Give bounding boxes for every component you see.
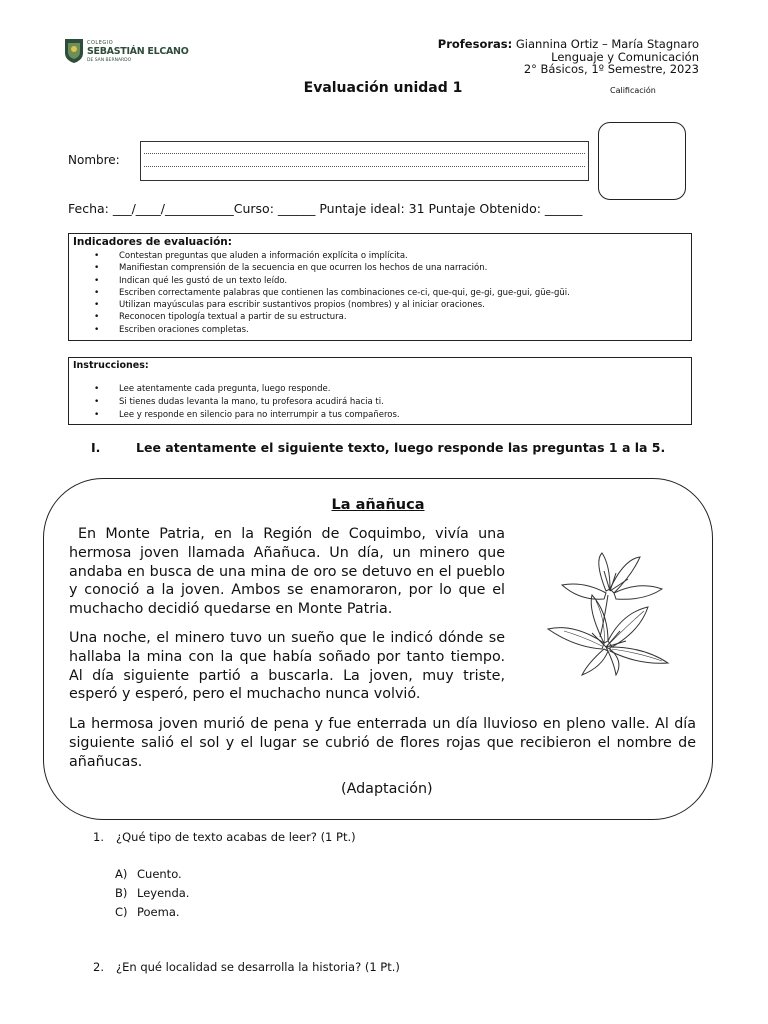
indicators-list bbox=[69, 250, 570, 336]
logo-small-text: COLEGIO bbox=[87, 40, 114, 46]
calificacion-label: Calificación bbox=[610, 86, 656, 95]
option-b[interactable] bbox=[115, 886, 189, 900]
teachers-line bbox=[279, 38, 699, 51]
instructions-title: Instrucciones: bbox=[73, 360, 149, 371]
section-text: Lee atentamente el siguiente texto, luego responde las preguntas 1 a la 5. bbox=[136, 440, 666, 455]
instructions-box bbox=[68, 357, 692, 425]
indicator-item: • Escriben correctamente palabras que contienen las combinaciones ce-ci, que-qui, ge-gi, gue-gui, güe-güi. bbox=[69, 287, 570, 299]
option-text: Leyenda. bbox=[137, 886, 190, 900]
indicator-item: • Reconocen tipología textual a partir de su estructura. bbox=[69, 311, 570, 323]
section-heading bbox=[91, 440, 665, 455]
question-number: 1. bbox=[93, 830, 104, 844]
question-number: 2. bbox=[93, 960, 104, 974]
name-field[interactable] bbox=[140, 141, 589, 181]
option-text: Poema. bbox=[137, 905, 180, 919]
info-line: Fecha: ___/____/___________Curso: ______ Puntaje ideal: 31 Puntaje Obtenido: ______ bbox=[68, 201, 583, 216]
name-writing-line bbox=[144, 166, 585, 167]
indicator-item: • Escriben oraciones completas. bbox=[69, 324, 570, 336]
indicators-title: Indicadores de evaluación: bbox=[73, 236, 232, 248]
indicators-box bbox=[68, 233, 692, 341]
option-letter: B) bbox=[115, 886, 128, 900]
indicator-item: • Utilizan mayúsculas para escribir sustantivos propios (nombres) y al iniciar oraciones. bbox=[69, 299, 570, 311]
grade-box[interactable] bbox=[598, 122, 686, 200]
teachers-block bbox=[279, 38, 699, 76]
instructions-list bbox=[69, 383, 400, 422]
instruction-item: • Si tienes dudas levanta la mano, tu profesora acudirá hacia ti. bbox=[69, 396, 400, 409]
question-text: ¿En qué localidad se desarrolla la historia? (1 Pt.) bbox=[116, 960, 400, 974]
logo-tagline: DE SAN BERNARDO bbox=[87, 58, 132, 63]
question-text: ¿Qué tipo de texto acabas de leer? (1 Pt.) bbox=[116, 830, 356, 844]
option-letter: C) bbox=[115, 905, 128, 919]
option-letter: A) bbox=[115, 867, 128, 881]
lily-flower-icon bbox=[544, 551, 672, 676]
story-source: (Adaptación) bbox=[341, 781, 433, 797]
option-text: Cuento. bbox=[137, 867, 182, 881]
story-title: La añañuca bbox=[331, 497, 425, 513]
instruction-item: • Lee y responde en silencio para no interrumpir a tus compañeros. bbox=[69, 409, 400, 422]
option-c[interactable] bbox=[115, 905, 180, 919]
instruction-item: • Lee atentamente cada pregunta, luego responde. bbox=[69, 383, 400, 396]
school-logo bbox=[64, 38, 189, 68]
section-number: I. bbox=[91, 440, 101, 455]
indicator-item: • Manifiestan comprensión de la secuencia en que ocurren los hechos de una narración. bbox=[69, 262, 570, 274]
option-a[interactable] bbox=[115, 867, 182, 881]
question-1 bbox=[93, 830, 356, 844]
indicator-item: • Indican qué les gustó de un texto leído. bbox=[69, 275, 570, 287]
subject-line: Lenguaje y Comunicación bbox=[551, 49, 699, 64]
course-semester-line: 2° Básicos, 1º Semestre, 2023 bbox=[523, 62, 699, 76]
story-paragraph: En Monte Patria, en la Región de Coquimbo, vivía una hermosa joven llamada Añañuca. Un día, un minero que andaba en busca de una mina de oro se detuvo en el pueblo y conoció a la joven. Ambos se enamoraron, por lo que el muchacho decidió quedarse en Monte Patria. bbox=[69, 526, 505, 618]
name-label: Nombre: bbox=[68, 153, 120, 167]
shield-icon bbox=[64, 38, 84, 64]
indicator-item: • Contestan preguntas que aluden a información explícita o implícita. bbox=[69, 250, 570, 262]
logo-school-name: SEBASTIÁN ELCANO bbox=[87, 46, 189, 57]
name-writing-line bbox=[144, 153, 585, 154]
story-paragraph: La hermosa joven murió de pena y fue enterrada un día lluvioso en pleno valle. Al día siguiente salió el sol y el lugar se cubrió de flores rojas que recibieron el nombre de añañucas. bbox=[69, 716, 696, 770]
story-paragraph: Una noche, el minero tuvo un sueño que le indicó dónde se hallaba la mina con la que había soñado por tanto tiempo. Al día siguiente partió a buscarla. La joven, muy triste, esperó y esperó, pero el muchacho nunca volvió. bbox=[69, 630, 505, 703]
story-box bbox=[43, 478, 713, 820]
teachers-names: Giannina Ortiz – María Stagnaro bbox=[512, 37, 699, 51]
question-2 bbox=[93, 960, 400, 974]
page-title: Evaluación unidad 1 bbox=[303, 80, 463, 96]
teachers-label: Profesoras: bbox=[437, 37, 513, 51]
